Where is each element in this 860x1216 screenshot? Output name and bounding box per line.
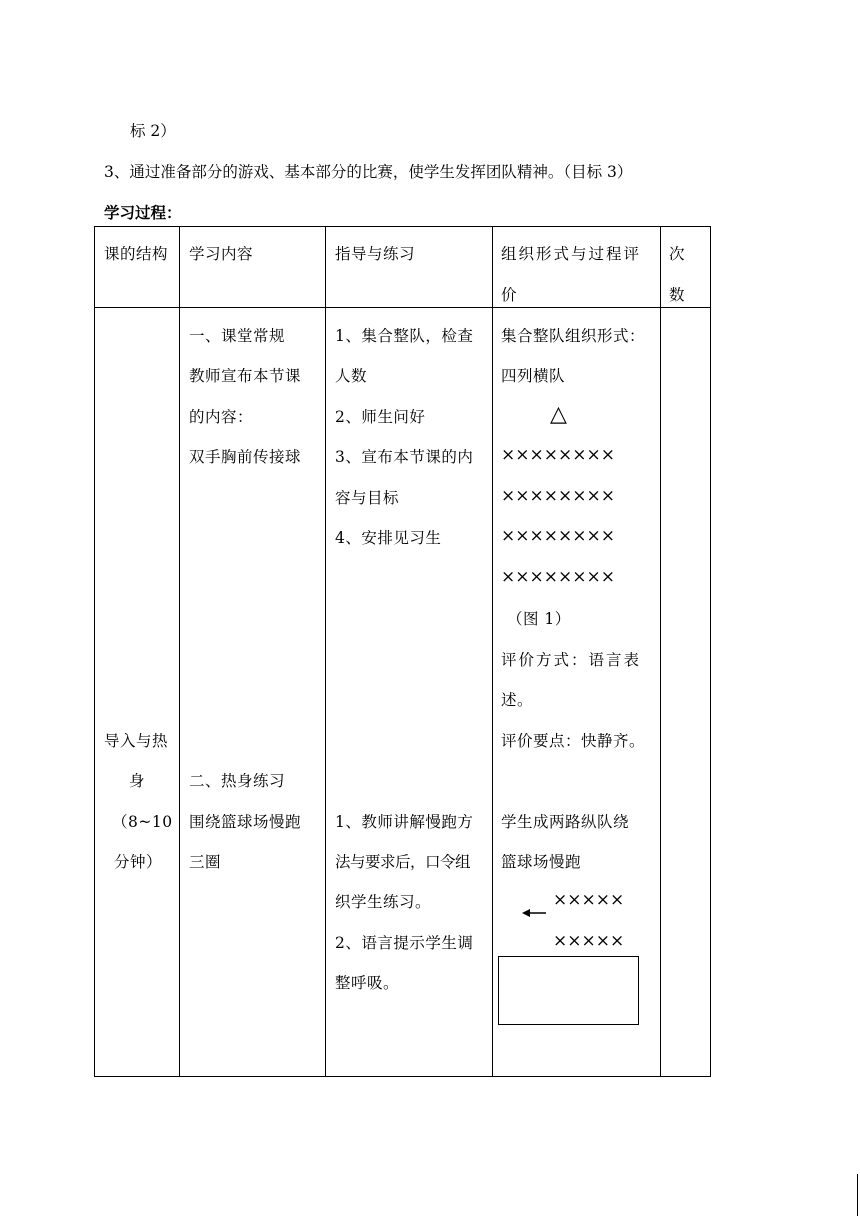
formation-row-3: ×××××××× <box>501 526 615 546</box>
basketball-court-rectangle <box>498 956 639 1025</box>
header-organization-line-1: 组织形式与过程评 <box>501 245 642 263</box>
structure-line-1: 导入与热 <box>104 732 169 750</box>
table-right-border <box>710 226 711 1077</box>
formation-row-4: ×××××××× <box>501 567 615 587</box>
org-line-6: 学生成两路纵队绕 <box>501 813 630 831</box>
header-count-line-1: 次 <box>669 245 686 263</box>
content-line-5: 二、热身练习 <box>189 772 286 790</box>
header-guidance: 指导与练习 <box>335 245 416 263</box>
table-top-border <box>94 226 711 227</box>
table-col-divider-1 <box>179 226 180 1077</box>
formation-row-2: ×××××××× <box>501 486 615 506</box>
formation-row-1: ×××××××× <box>501 445 615 465</box>
org-line-4: 述。 <box>501 691 534 709</box>
structure-line-4: 分钟） <box>114 853 163 871</box>
header-content: 学习内容 <box>189 245 254 263</box>
org-line-1: 集合整队组织形式： <box>501 327 646 345</box>
guidance-line-10: 2、语言提示学生调 <box>335 934 474 952</box>
page-edge-mark <box>857 1174 858 1216</box>
content-line-3: 的内容： <box>189 408 254 426</box>
guidance-line-3: 2、师生问好 <box>335 408 426 426</box>
guidance-line-9: 织学生练习。 <box>335 893 432 911</box>
header-count-line-2: 数 <box>669 286 686 304</box>
org-line-5: 评价要点：快静齐。 <box>501 732 646 750</box>
guidance-line-1: 1、集合整队，检查 <box>335 327 474 345</box>
figure-caption: （图 1） <box>507 610 571 628</box>
guidance-line-2: 人数 <box>335 367 368 385</box>
table-header-divider <box>94 307 711 308</box>
guidance-line-6: 4、安排见习生 <box>335 529 442 547</box>
intro-line-2: 3、通过准备部分的游戏、基本部分的比赛，使学生发挥团队精神。（目标 3） <box>104 163 633 181</box>
guidance-line-4: 3、宣布本节课的内 <box>335 448 474 466</box>
guidance-line-8: 法与要求后，口令组 <box>335 853 471 871</box>
run-row-2: ××××× <box>553 931 625 951</box>
table-bottom-border <box>94 1076 711 1077</box>
table-col-divider-3 <box>492 226 493 1077</box>
content-line-7: 三圈 <box>189 853 222 871</box>
intro-line-1: 标 2） <box>130 122 176 140</box>
structure-line-3: （8~10 <box>112 813 173 831</box>
run-direction-arrow-icon <box>520 906 548 920</box>
header-structure: 课的结构 <box>104 245 169 263</box>
table-col-divider-2 <box>325 226 326 1077</box>
guidance-line-5: 容与目标 <box>335 489 400 507</box>
run-row-1: ××××× <box>553 890 625 910</box>
section-heading: 学习过程： <box>104 204 182 222</box>
content-line-2: 教师宣布本节课 <box>189 367 302 385</box>
teacher-triangle-icon: △ <box>550 402 568 427</box>
org-line-7: 篮球场慢跑 <box>501 853 582 871</box>
table-col-divider-4 <box>660 226 661 1077</box>
content-line-6: 围绕篮球场慢跑 <box>189 813 302 831</box>
org-line-3: 评价方式：语言表 <box>501 651 642 669</box>
table-left-border <box>94 226 95 1077</box>
content-line-1: 一、课堂常规 <box>189 327 286 345</box>
structure-line-2: 身 <box>129 772 146 790</box>
guidance-line-11: 整呼吸。 <box>335 974 400 992</box>
header-organization-line-2: 价 <box>501 286 518 304</box>
guidance-line-7: 1、教师讲解慢跑方 <box>335 813 474 831</box>
org-line-2: 四列横队 <box>501 367 566 385</box>
content-line-4: 双手胸前传接球 <box>189 448 302 466</box>
